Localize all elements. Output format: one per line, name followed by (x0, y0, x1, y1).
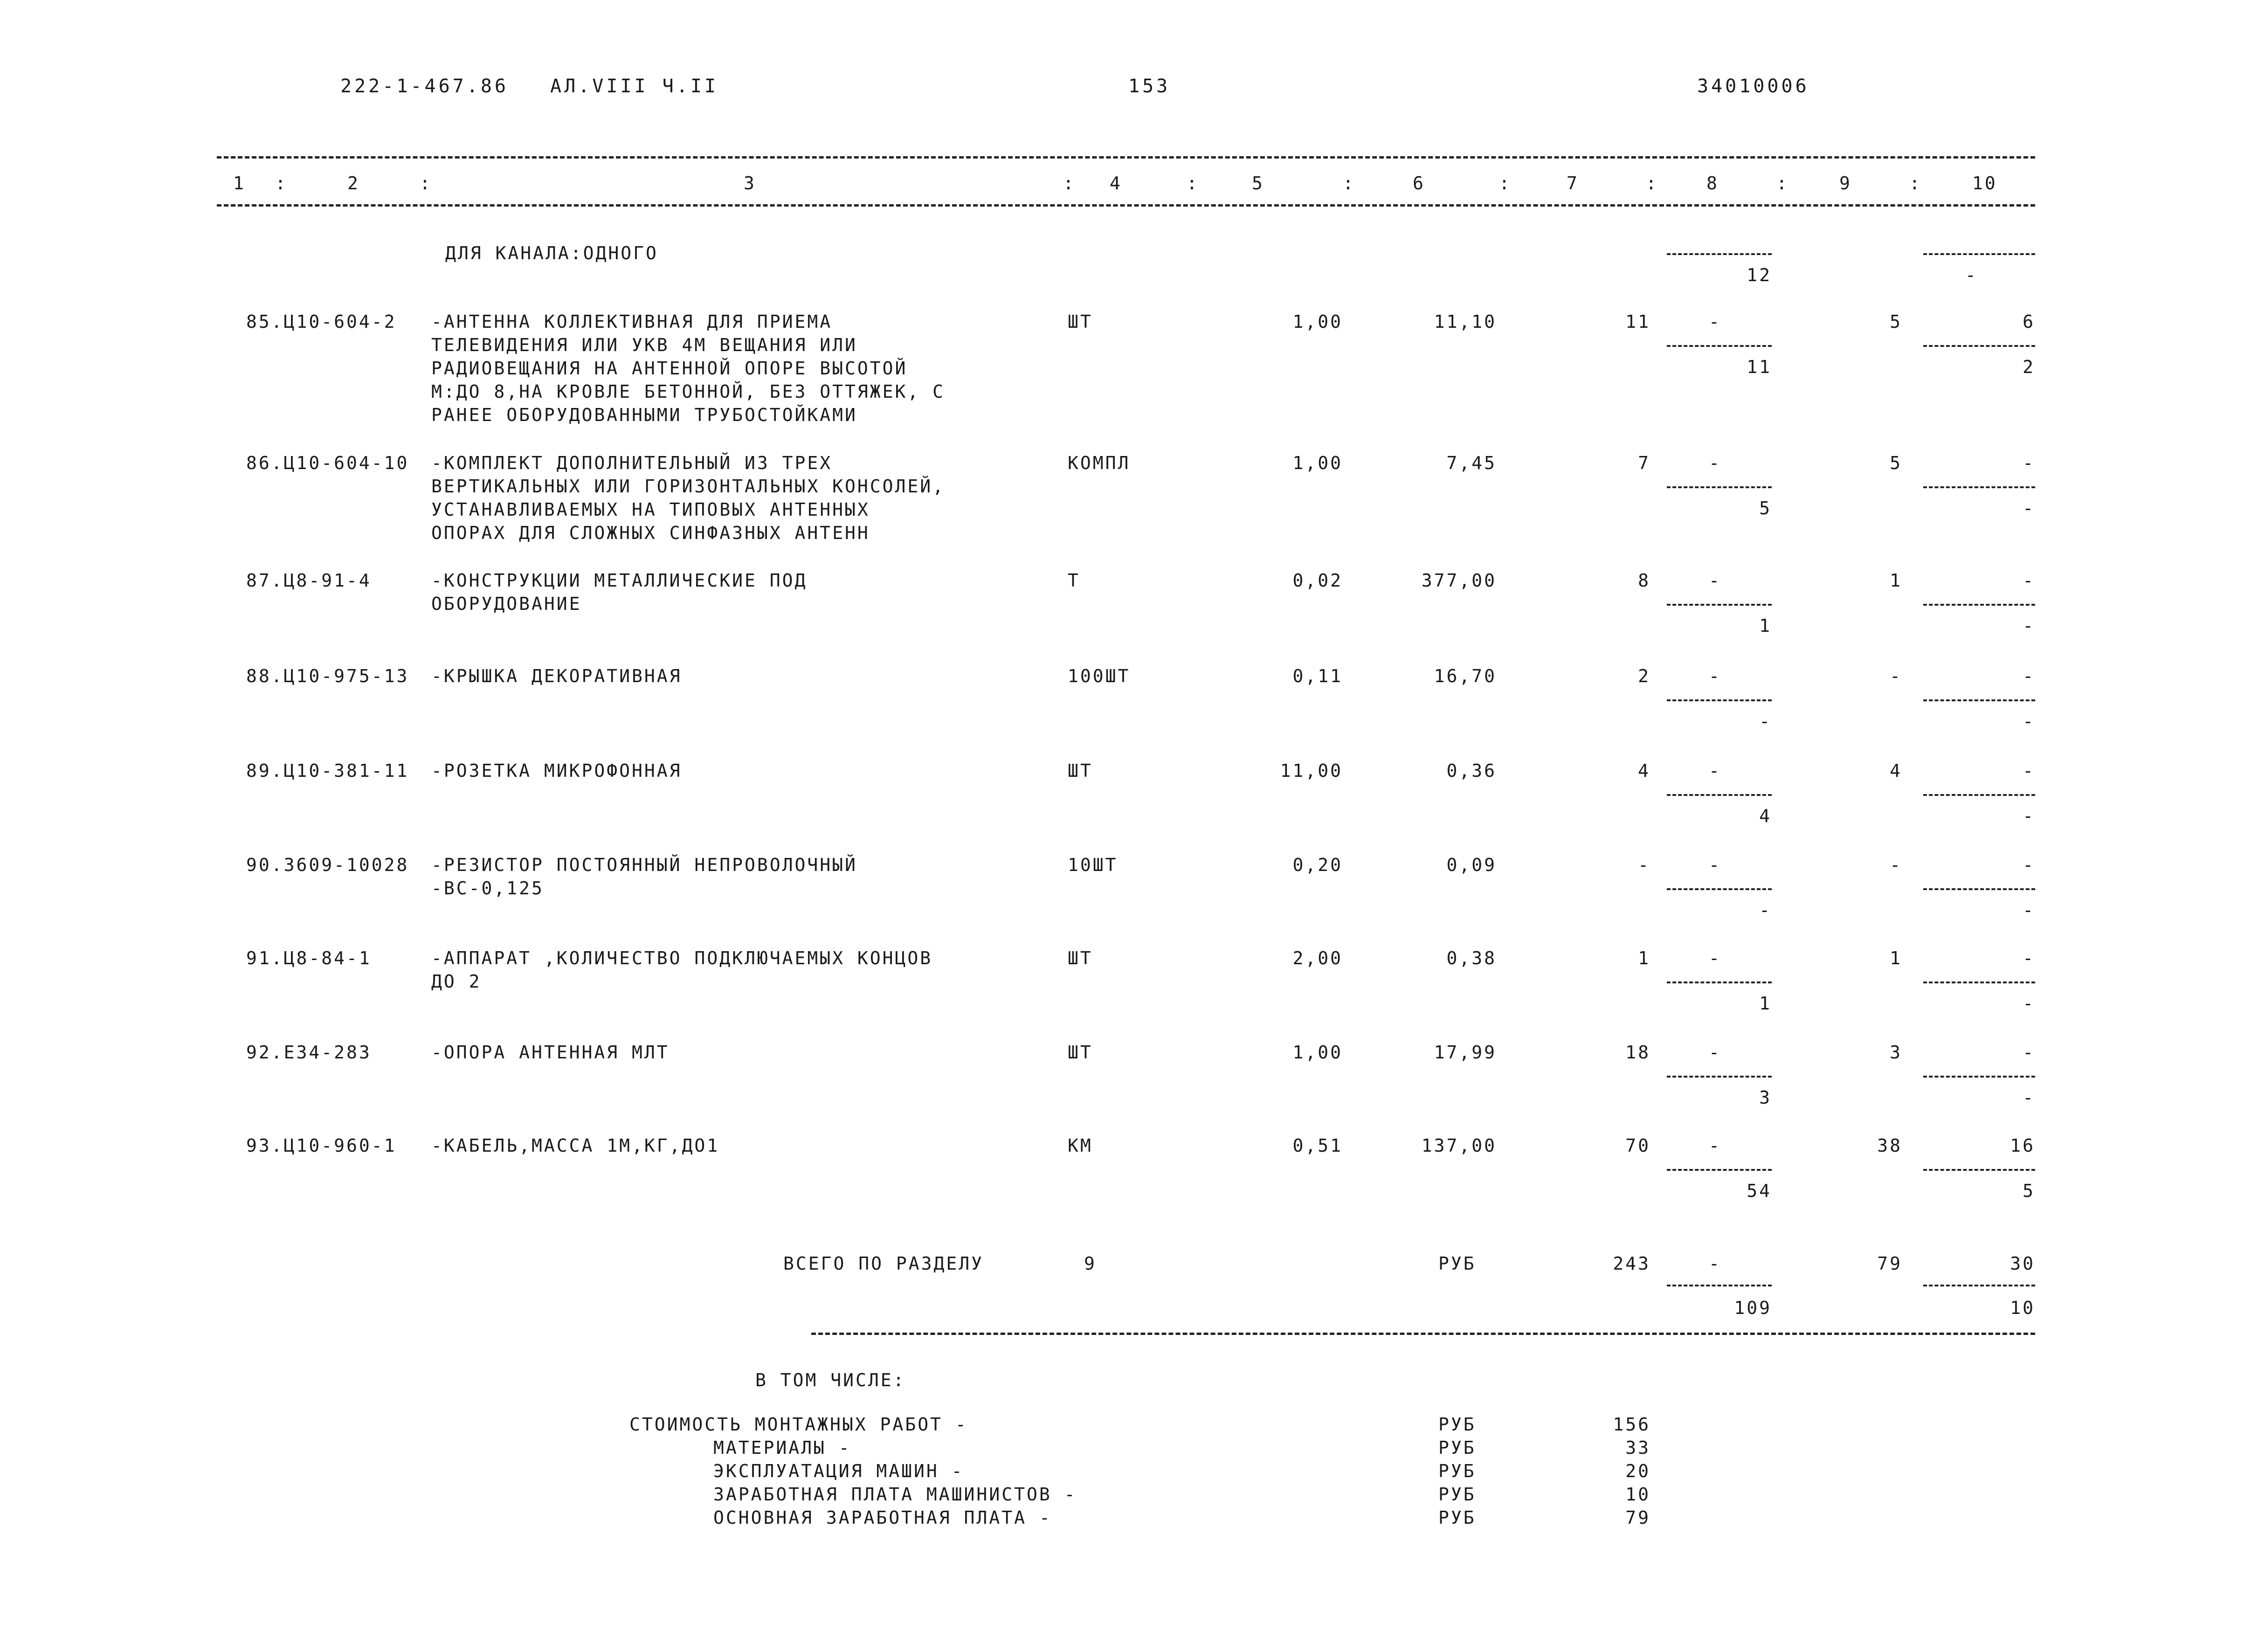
totals-currency: РУБ (1438, 1253, 1476, 1274)
item-col8-top: - (1709, 666, 1721, 686)
item-total: 2 (1638, 666, 1650, 686)
item-quantity: 1,00 (1292, 1042, 1343, 1063)
page-number: 153 (1128, 76, 1171, 97)
including-title: В ТОМ ЧИСЛЕ: (755, 1370, 906, 1390)
item-description: -КОМПЛЕКТ ДОПОЛНИТЕЛЬНЫЙ ИЗ ТРЕХ ВЕРТИКАЛЬНЫХ ИЛИ ГОРИЗОНТАЛЬНЫХ КОНСОЛЕЙ, УСТАНАВЛИВАЕМЫХ НА ТИПОВЫХ АНТЕННЫХ ОПОРАХ ДЛЯ СЛОЖНЫХ СИНФАЗНЫХ АНТЕНН (431, 453, 945, 543)
item-unit: ШТ (1068, 948, 1093, 968)
item-col8-rule (1667, 604, 1772, 606)
item-unit: 100ШТ (1068, 666, 1131, 686)
item-quantity: 1,00 (1292, 311, 1343, 332)
item-unit-price: 0,36 (1446, 760, 1497, 781)
totals-total: 243 (1613, 1253, 1650, 1274)
item-col10-bottom: - (2023, 615, 2035, 636)
item-unit-price: 7,45 (1446, 453, 1497, 473)
item-col10-rule (1923, 486, 2035, 488)
item-col10-rule (1923, 1169, 2035, 1171)
item-col8-bottom: 11 (1747, 357, 1772, 377)
item-total: 18 (1625, 1042, 1650, 1063)
including-item-label: ЭКСПЛУАТАЦИЯ МАШИН - (713, 1461, 964, 1481)
item-col10-rule (1923, 699, 2035, 701)
item-quantity: 1,00 (1292, 453, 1343, 473)
item-col10-top: - (2023, 855, 2035, 875)
item-col10-rule (1923, 1076, 2035, 1078)
item-col8-bottom: - (1759, 711, 1772, 732)
item-col8-bottom: 1 (1759, 993, 1772, 1014)
including-item-currency: РУБ (1438, 1484, 1476, 1505)
column-separator: : (420, 173, 432, 194)
item-col8-top: - (1709, 311, 1721, 332)
column-header-5: 5 (1252, 173, 1264, 194)
item-total: 4 (1638, 760, 1650, 781)
item-unit-price: 137,00 (1421, 1135, 1497, 1156)
including-item-currency: РУБ (1438, 1438, 1476, 1458)
including-item-label: ЗАРАБОТНАЯ ПЛАТА МАШИНИСТОВ - (713, 1484, 1077, 1505)
item-col8-bottom: 3 (1759, 1087, 1772, 1108)
item-description: -КАБЕЛЬ,МАССА 1М,КГ,ДО1 (431, 1135, 720, 1156)
column-header-7: 7 (1567, 173, 1579, 194)
album-ref: АЛ.VIII Ч.II (550, 76, 718, 97)
item-code: 90.3609-10028 (246, 855, 409, 875)
totals-rule (811, 1333, 2035, 1335)
item-quantity: 0,51 (1292, 1135, 1343, 1156)
item-col8-rule (1667, 982, 1772, 983)
section-c10-value: - (1965, 265, 1978, 285)
item-col10-bottom: - (2023, 711, 2035, 732)
item-col8-rule (1667, 699, 1772, 701)
item-total: 7 (1638, 453, 1650, 473)
column-header-1: 1 (233, 173, 246, 194)
item-code: 88.Ц10-975-13 (246, 666, 409, 686)
item-col9: 1 (1890, 948, 1902, 968)
item-unit: ШТ (1068, 1042, 1093, 1063)
including-item-value: 20 (1625, 1461, 1650, 1481)
item-col8-bottom: 4 (1759, 806, 1772, 826)
item-col10-bottom: 2 (2023, 357, 2035, 377)
item-unit-price: 11,10 (1434, 311, 1497, 332)
item-col10-bottom: - (2023, 993, 2035, 1014)
item-total: 8 (1638, 570, 1650, 591)
item-quantity: 0,20 (1292, 855, 1343, 875)
item-code: 87.Ц8-91-4 (246, 570, 372, 591)
item-col10-top: - (2023, 453, 2035, 473)
item-col10-bottom: - (2023, 1087, 2035, 1108)
item-unit: КМ (1068, 1135, 1093, 1156)
item-col9: - (1890, 666, 1902, 686)
item-col10-bottom: - (2023, 498, 2035, 518)
item-col10-top: - (2023, 666, 2035, 686)
column-header-4: 4 (1110, 173, 1122, 194)
item-col8-top: - (1709, 1135, 1721, 1156)
item-unit: 10ШТ (1068, 855, 1118, 875)
including-item-value: 33 (1625, 1438, 1650, 1458)
item-col10-rule (1923, 604, 2035, 606)
column-separator: : (1909, 173, 1922, 194)
section-c8-value: 12 (1747, 265, 1772, 285)
item-total: 70 (1625, 1135, 1650, 1156)
item-unit-price: 0,09 (1446, 855, 1497, 875)
item-quantity: 2,00 (1292, 948, 1343, 968)
item-col10-rule (1923, 888, 2035, 890)
item-col8-bottom: 5 (1759, 498, 1772, 518)
item-description: -КОНСТРУКЦИИ МЕТАЛЛИЧЕСКИЕ ПОД ОБОРУДОВАНИЕ (431, 570, 808, 614)
item-unit: КОМПЛ (1068, 453, 1131, 473)
item-col9: - (1890, 855, 1902, 875)
column-header-9: 9 (1839, 173, 1852, 194)
totals-c10-rule (1923, 1285, 2035, 1286)
item-total: 11 (1625, 311, 1650, 332)
item-unit-price: 16,70 (1434, 666, 1497, 686)
totals-c10-top: 30 (2010, 1253, 2035, 1274)
item-total: - (1638, 855, 1650, 875)
item-col10-bottom: - (2023, 900, 2035, 920)
item-code: 93.Ц10-960-1 (246, 1135, 397, 1156)
column-separator: : (1343, 173, 1355, 194)
item-col10-top: - (2023, 760, 2035, 781)
item-col9: 38 (1877, 1135, 1902, 1156)
totals-c10-bottom: 10 (2010, 1298, 2035, 1318)
item-code: 86.Ц10-604-10 (246, 453, 409, 473)
including-item-label: МАТЕРИАЛЫ - (713, 1438, 851, 1458)
item-col8-top: - (1709, 855, 1721, 875)
item-col9: 1 (1890, 570, 1902, 591)
item-description: -АНТЕННА КОЛЛЕКТИВНАЯ ДЛЯ ПРИЕМА ТЕЛЕВИДЕНИЯ ИЛИ УКВ 4М ВЕЩАНИЯ ИЛИ РАДИОВЕЩАНИЯ НА АНТЕННОЙ ОПОРЕ ВЫСОТОЙ М:ДО 8,НА КРОВЛЕ БЕТОННОЙ, БЕЗ ОТТЯЖЕК, С РАНЕЕ ОБОРУДОВАННЫМИ ТРУБОСТОЙКАМИ (431, 311, 945, 425)
catalog-number: 34010006 (1697, 76, 1809, 97)
item-description: -РЕЗИСТОР ПОСТОЯННЫЙ НЕПРОВОЛОЧНЫЙ -ВС-0,125 (431, 855, 857, 899)
column-separator: : (1499, 173, 1512, 194)
item-col8-rule (1667, 345, 1772, 347)
item-col10-bottom: - (2023, 806, 2035, 826)
including-item-currency: РУБ (1438, 1507, 1476, 1528)
item-unit: ШТ (1068, 760, 1093, 781)
including-item-label: ОСНОВНАЯ ЗАРАБОТНАЯ ПЛАТА - (713, 1507, 1052, 1528)
including-item-value: 79 (1625, 1507, 1650, 1528)
item-col8-top: - (1709, 453, 1721, 473)
column-separator: : (1063, 173, 1076, 194)
item-col10-top: 16 (2010, 1135, 2035, 1156)
including-item-label: СТОИМОСТЬ МОНТАЖНЫХ РАБОТ - (629, 1414, 968, 1435)
item-code: 85.Ц10-604-2 (246, 311, 397, 332)
item-unit-price: 17,99 (1434, 1042, 1497, 1063)
totals-c9: 79 (1877, 1253, 1902, 1274)
item-col9: 5 (1890, 453, 1902, 473)
item-col10-top: - (2023, 570, 2035, 591)
item-col10-top: 6 (2023, 311, 2035, 332)
item-unit: Т (1068, 570, 1080, 591)
column-header-3: 3 (744, 173, 756, 194)
section-c10-rule (1923, 253, 2035, 255)
column-header-10: 10 (1972, 173, 1997, 194)
column-separator: : (275, 173, 288, 194)
column-separator: : (1187, 173, 1199, 194)
document-code: 222-1-467.86 (340, 76, 509, 97)
item-unit-price: 0,38 (1446, 948, 1497, 968)
including-item-value: 156 (1613, 1414, 1650, 1435)
item-description: -ОПОРА АНТЕННАЯ МЛТ (431, 1042, 670, 1063)
section-c8-rule (1667, 253, 1772, 255)
item-col10-rule (1923, 794, 2035, 796)
item-description: -АППАРАТ ,КОЛИЧЕСТВО ПОДКЛЮЧАЕМЫХ КОНЦОВ ДО 2 (431, 948, 933, 992)
item-col8-top: - (1709, 948, 1721, 968)
totals-c8-top: - (1709, 1253, 1721, 1274)
including-item-value: 10 (1625, 1484, 1650, 1505)
item-col8-bottom: - (1759, 900, 1772, 920)
including-item-currency: РУБ (1438, 1461, 1476, 1481)
item-col9: 4 (1890, 760, 1902, 781)
column-header-6: 6 (1413, 173, 1425, 194)
item-description: -РОЗЕТКА МИКРОФОННАЯ (431, 760, 682, 781)
item-col8-rule (1667, 888, 1772, 890)
item-col8-bottom: 54 (1747, 1181, 1772, 1201)
column-separator: : (1646, 173, 1658, 194)
section-title: ДЛЯ КАНАЛА:ОДНОГО (445, 243, 658, 263)
item-description: -КРЫШКА ДЕКОРАТИВНАЯ (431, 666, 682, 686)
totals-label: ВСЕГО ПО РАЗДЕЛУ (783, 1253, 984, 1274)
item-col8-rule (1667, 486, 1772, 488)
item-col8-rule (1667, 794, 1772, 796)
column-separator: : (1776, 173, 1789, 194)
item-unit-price: 377,00 (1421, 570, 1497, 591)
item-col10-bottom: 5 (2023, 1181, 2035, 1201)
item-col10-rule (1923, 982, 2035, 983)
item-code: 91.Ц8-84-1 (246, 948, 372, 968)
item-code: 89.Ц10-381-11 (246, 760, 409, 781)
totals-section: 9 (1084, 1253, 1097, 1274)
item-col8-top: - (1709, 1042, 1721, 1063)
item-col8-top: - (1709, 760, 1721, 781)
item-quantity: 0,11 (1292, 666, 1343, 686)
item-col8-rule (1667, 1076, 1772, 1078)
column-header-2: 2 (347, 173, 360, 194)
header-top-rule (217, 156, 2035, 159)
including-item-currency: РУБ (1438, 1414, 1476, 1435)
item-col8-rule (1667, 1169, 1772, 1171)
item-quantity: 11,00 (1280, 760, 1343, 781)
item-unit: ШТ (1068, 311, 1093, 332)
totals-c8-bottom: 109 (1734, 1298, 1772, 1318)
item-col9: 3 (1890, 1042, 1902, 1063)
column-header-8: 8 (1706, 173, 1719, 194)
item-quantity: 0,02 (1292, 570, 1343, 591)
item-col8-bottom: 1 (1759, 615, 1772, 636)
header-bottom-rule (217, 204, 2035, 207)
item-col10-rule (1923, 345, 2035, 347)
item-col9: 5 (1890, 311, 1902, 332)
item-code: 92.Е34-283 (246, 1042, 372, 1063)
item-col10-top: - (2023, 1042, 2035, 1063)
totals-c8-rule (1667, 1285, 1772, 1286)
item-col10-top: - (2023, 948, 2035, 968)
item-total: 1 (1638, 948, 1650, 968)
item-col8-top: - (1709, 570, 1721, 591)
